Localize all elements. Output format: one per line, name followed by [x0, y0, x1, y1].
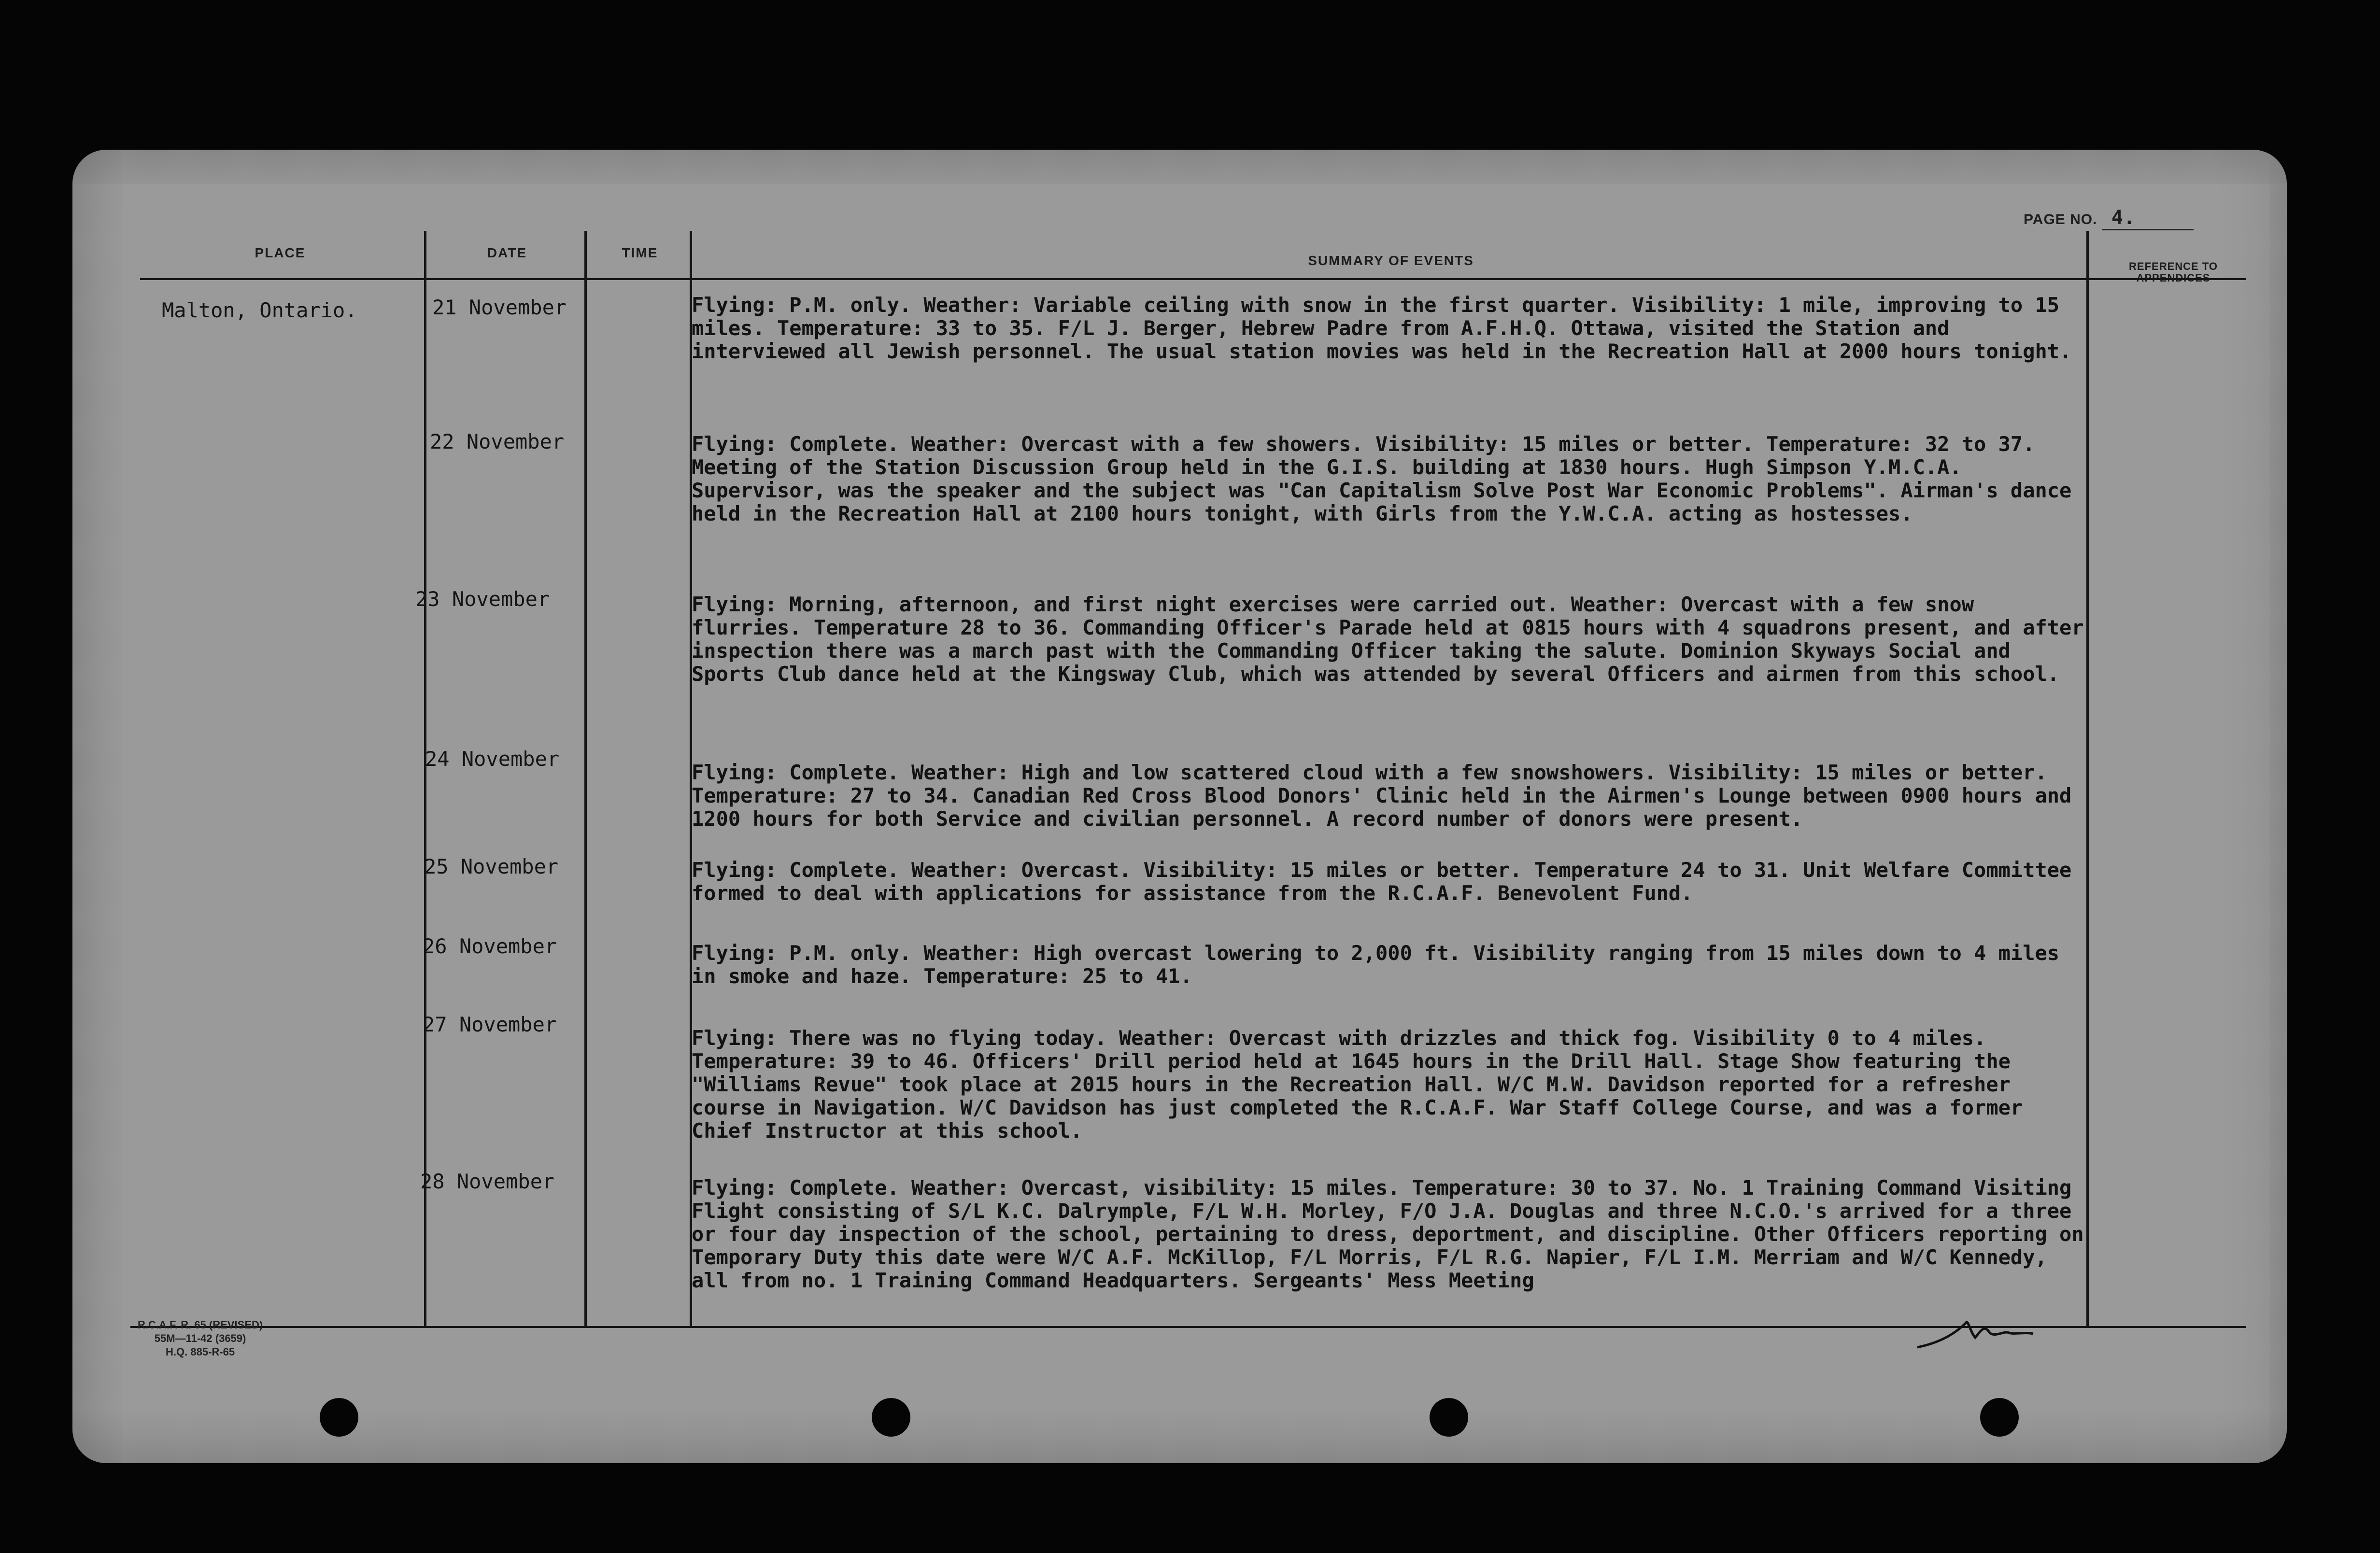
entry-summary: Flying: P.M. only. Weather: Variable ceiling with snow in the first quarter. Visibility: 1 mile, improving to 15 miles. Temperature: 33 to 35. F/L J. Berger, Hebrew Padre from A.F.H.Q. Ottawa, visited the Station and interviewed all Jewish personnel. The usual station movies was held in the Recreation Hall at 2000 hours tonight. [692, 293, 2072, 363]
entry-summary: Flying: Complete. Weather: Overcast, visibility: 15 miles. Temperature: 30 to 37. No. 1 Training Command Visiting Flight consisting of S/L K.C. Dalrymple, F/L W.H. Morley, F/O J.A. Douglas and three N.C.O.'s arrived for a three or four day inspection of the school, pertaining to dress, deportment, and discipline. Other Officers reporting on Temporary Duty this date were W/C A.F. McKillop, F/L Morris, F/L R.G. Napier, F/L I.M. Merriam and W/C Kennedy, all from no. 1 Training Command Headquarters. Sergeants' Mess Meeting [692, 1176, 2084, 1292]
entry-summary: Flying: Complete. Weather: Overcast. Visibility: 15 miles or better. Temperature 24 to 31. Unit Welfare Committee formed to deal with applications for assistance from the R.C.A.F. Benevolent Fund. [692, 858, 2072, 905]
header-reference: REFERENCE TO [2129, 260, 2218, 272]
entry-date: 25 November [424, 855, 559, 878]
page-number-label: PAGE NO. [2024, 212, 2097, 227]
page-number-value: 4. [2102, 207, 2194, 230]
place-value: Malton, Ontario. [162, 298, 357, 322]
entry-date: 21 November [432, 296, 567, 319]
entry-summary: Flying: Morning, afternoon, and first night exercises were carried out. Weather: Overcast with a few snow flurries. Temperature 28 to 36. Commanding Officer's Parade held at 0815 hours with 4 squadrons present, and after inspection there was a march past with the Commanding Officer taking the salute. Dominion Skyways Social and Sports Club dance held at the Kingsway Club, which was attended by several Officers and airmen from this school. [692, 593, 2084, 686]
entry-date: 26 November [423, 934, 557, 958]
entry-summary: Flying: Complete. Weather: High and low scattered cloud with a few snowshowers. Visibility: 15 miles or better. Temperature: 27 to 34. Canadian Red Cross Blood Donors' Clinic held in the Airmen's Lounge between 0900 hours and 1200 hours for both Service and civilian personnel. A record number of donors were present. [692, 761, 2072, 831]
entry-date: 24 November [425, 747, 560, 771]
column-divider-place [424, 231, 426, 1327]
punch-hole [320, 1398, 358, 1437]
header-time: TIME [622, 245, 658, 260]
header-date: DATE [487, 245, 527, 260]
signature-mark [1912, 1304, 2038, 1362]
entry-summary: Flying: There was no flying today. Weather: Overcast with drizzles and thick fog. Visibility 0 to 4 miles. Temperature: 39 to 46. Officers' Drill period held at 1645 hours in the Drill Hall. Stage Show featuring the "Williams Revue" took place at 2015 hours in the Recreation Hall. W/C M.W. Davidson reported for a refresher course in Navigation. W/C Davidson has just completed the R.C.A.F. War Staff College Course, and was a former Chief Instructor at this school. [692, 1026, 2023, 1143]
entry-date: 23 November [415, 587, 550, 611]
punch-hole [872, 1398, 910, 1437]
form-hq-code: H.Q. 885-R-65 [166, 1346, 235, 1358]
header-summary: SUMMARY OF EVENTS [1308, 253, 1474, 268]
form-print-code: 55M—11-42 (3659) [154, 1332, 246, 1344]
entry-date: 28 November [420, 1170, 555, 1193]
header-rule [140, 278, 2246, 280]
entry-date: 22 November [430, 430, 565, 453]
form-number: R.C.A.F. R. 65 (REVISED) [138, 1319, 263, 1331]
entry-summary: Flying: P.M. only. Weather: High overcast lowering to 2,000 ft. Visibility ranging from 15 miles down to 4 miles in smoke and haze. Temperature: 25 to 41. [692, 941, 2060, 988]
column-divider-date [584, 231, 587, 1327]
punch-hole [1430, 1398, 1468, 1437]
punch-hole [1980, 1398, 2019, 1437]
entry-summary: Flying: Complete. Weather: Overcast with a few showers. Visibility: 15 miles or better. Temperature: 32 to 37. Meeting of the Station Discussion Group held in the G.I.S. building at 1830 hours. Hugh Simpson Y.M.C.A. Supervisor, was the speaker and the subject was "Can Capitalism Solve Post War Economic Problems". Airman's dance held in the Recreation Hall at 2100 hours tonight, with Girls from the Y.W.C.A. acting as hostesses. [692, 432, 2072, 525]
page-number [2024, 207, 2194, 230]
form-identifier [138, 1318, 263, 1359]
header-place: PLACE [255, 245, 306, 260]
entry-date: 27 November [423, 1013, 557, 1036]
